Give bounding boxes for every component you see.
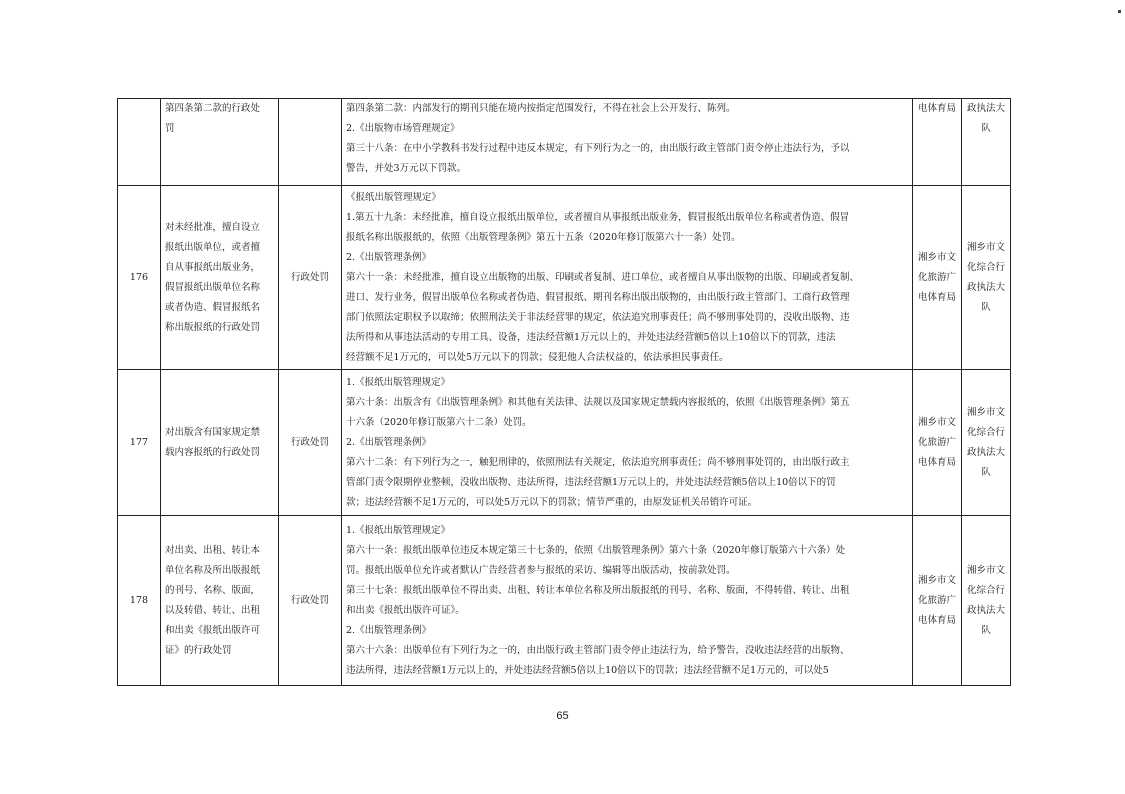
executor-cell (962, 516, 1011, 686)
legal-basis-line: 法所得和从事违法活动的专用工具、设备，违法经营额1万元以上的，并处违法经营额5倍以上10倍以下的罚款，违法 (346, 331, 836, 343)
row-number-text: 178 (129, 594, 149, 606)
executor-line: 化综合行 (966, 584, 1005, 596)
legal-basis-line: 1.《报纸出版管理规定》 (346, 524, 451, 536)
department-line: 电体育局 (917, 456, 956, 468)
department-line: 电体育局 (917, 291, 956, 303)
legal-basis-line: 进口、发行业务，假冒出版单位名称或者伪造、假冒报纸、期刊名称出版出版物的，由出版行政主管部门、工商行政管理 (346, 291, 850, 303)
penalty-type-cell (279, 516, 342, 686)
legal-basis-line: 十六条（2020年修订版第六十二条）处罚。 (346, 416, 532, 428)
item-name-line: 称出版报纸的行政处罚 (165, 321, 261, 333)
executor-line: 政执法大 (966, 446, 1005, 458)
row-number-text: 177 (129, 436, 149, 448)
item-name-line: 报纸出版单位，或者擅 (165, 241, 261, 253)
legal-basis-line: 第六十一条：报纸出版单位违反本规定第三十七条的，依照《出版管理条例》第六十条（2020年修订版第六十六条）处 (346, 544, 846, 556)
executor-line: 政执法大 (966, 103, 1005, 114)
legal-basis-cell (342, 186, 913, 370)
legal-basis-line: 经营额不足1万元的，可以处5万元以下的罚款；侵犯他人合法权益的，依法承担民事责任。 (346, 351, 729, 363)
executor-cell (962, 99, 1011, 186)
executor-line: 化综合行 (966, 261, 1005, 273)
scan-artifact (1118, 10, 1121, 13)
item-name-line: 对出卖、出租、转让本 (165, 544, 261, 556)
legal-basis-line: 部门依照法定职权予以取缔；依照刑法关于非法经营罪的规定，依法追究刑事责任；尚不够刑事处罚的，没收出版物、违 (346, 311, 850, 323)
legal-basis-line: 第四条第二款：内部发行的期刊只能在境内按指定范围发行，不得在社会上公开发行、陈列。 (346, 103, 736, 114)
legal-basis-line: 2.《出版管理条例》 (346, 624, 432, 636)
item-name-line: 第四条第二款的行政处 (165, 103, 261, 114)
executor-line: 队 (981, 624, 991, 636)
row-number (118, 370, 161, 516)
item-name-line: 对未经批准，擅自设立 (165, 221, 261, 233)
executor-cell (962, 370, 1011, 516)
legal-basis-line: 《报纸出版管理规定》 (346, 191, 442, 203)
item-name-line: 单位名称及所出版报纸 (165, 564, 261, 576)
legal-basis-line: 第三十七条：报纸出版单位不得出卖、出租、转让本单位名称及所出版报纸的刊号、名称、版面，不得转借、转让、出租 (346, 584, 850, 596)
department-line: 电体育局 (917, 103, 956, 114)
legal-basis-line: 第六十二条：有下列行为之一，触犯刑律的，依照刑法有关规定，依法追究刑事责任；尚不够刑事处罚的，由出版行政主 (346, 456, 850, 468)
executor-line: 政执法大 (966, 604, 1005, 616)
legal-basis-line: 2.《出版物市场管理规定》 (346, 123, 460, 134)
department-line: 湘乡市文 (917, 251, 956, 263)
item-name-line: 对出版含有国家规定禁 (165, 426, 261, 438)
penalty-type-text: 行政处罚 (290, 271, 329, 283)
department-line: 电体育局 (917, 614, 956, 626)
legal-basis-cell (342, 516, 913, 686)
penalty-type-text: 行政处罚 (290, 436, 329, 448)
legal-basis-line: 2.《出版管理条例》 (346, 251, 432, 263)
penalty-type-cell (279, 186, 342, 370)
executor-line: 湘乡市文 (966, 564, 1005, 576)
executor-line: 湘乡市文 (966, 406, 1005, 418)
legal-basis-line: 1.第五十九条：未经批准，擅自设立报纸出版单位，或者擅自从事报纸出版业务，假冒报纸出版单位名称或者伪造、假冒 (346, 211, 850, 223)
executor-line: 队 (981, 123, 991, 134)
penalty-type-cell (279, 99, 342, 186)
executor-line: 化综合行 (966, 426, 1005, 438)
executor-line: 队 (981, 301, 991, 313)
legal-basis-line: 罚。报纸出版单位允许或者默认广告经营者参与报纸的采访、编辑等出版活动，按前款处罚。 (346, 564, 736, 576)
legal-basis-line: 第六十六条：出版单位有下列行为之一的，由出版行政主管部门责令停止违法行为，给予警告，没收违法经营的出版物、 (346, 644, 850, 656)
row-number-text: 176 (129, 271, 149, 283)
item-name-line: 的刊号、名称、版面， (165, 584, 261, 596)
legal-basis-line: 款；违法经营额不足1万元的，可以处5万元以下的罚款；情节严重的，由原发证机关吊销许可证。 (346, 496, 758, 508)
executor-line: 队 (981, 466, 991, 478)
department-line: 化旅游广 (917, 436, 956, 448)
executor-line: 湘乡市文 (966, 241, 1005, 253)
legal-basis-cell (342, 370, 913, 516)
item-name-line: 载内容报纸的行政处罚 (165, 446, 261, 458)
department-cell (913, 99, 962, 186)
table-row (118, 99, 1011, 186)
department-line: 化旅游广 (917, 271, 956, 283)
item-name-line: 以及转借、转让、出租 (165, 604, 261, 616)
department-line: 湘乡市文 (917, 416, 956, 428)
legal-basis-line: 第三十八条：在中小学教科书发行过程中违反本规定，有下列行为之一的，由出版行政主管部门责令停止违法行为，予以 (346, 143, 850, 154)
row-number (118, 186, 161, 370)
legal-basis-line: 违法所得，违法经营额1万元以上的，并处违法经营额5倍以上10倍以下的罚款；违法经营额不足1万元的，可以处5 (346, 664, 829, 676)
item-name-line: 自从事报纸出版业务， (165, 261, 261, 273)
legal-basis-line: 警告，并处3万元以下罚款。 (346, 163, 467, 174)
item-name-line: 证》的行政处罚 (165, 644, 232, 656)
item-name-line: 和出卖《报纸出版许可 (165, 624, 261, 636)
legal-basis-line: 报纸名称出版报纸的，依照《出版管理条例》第五十五条（2020年修订版第六十一条）处罚。 (346, 231, 741, 243)
legal-basis-line: 1.《报纸出版管理规定》 (346, 376, 451, 388)
item-name-line: 罚 (165, 123, 175, 134)
row-number (118, 516, 161, 686)
table-row (118, 516, 1011, 686)
legal-basis-line: 第六十一条：未经批准，擅自设立出版物的出版、印刷或者复制、进口单位，或者擅自从事出版物的出版、印刷或者复制、 (346, 271, 860, 283)
item-name-cell (161, 99, 279, 186)
page-number: 65 (556, 710, 569, 722)
legal-basis-line: 管部门责令限期停业整顿，没收出版物、违法所得，违法经营额1万元以上的，并处违法经营额5倍以上10倍以下的罚 (346, 476, 836, 488)
item-name-line: 假冒报纸出版单位名称 (165, 281, 261, 293)
department-line: 化旅游广 (917, 594, 956, 606)
row-number (118, 99, 161, 186)
item-name-cell (161, 516, 279, 686)
legal-basis-line: 2.《出版管理条例》 (346, 436, 432, 448)
legal-basis-cell (342, 99, 913, 186)
item-name-cell (161, 370, 279, 516)
executor-line: 政执法大 (966, 281, 1005, 293)
table-row (118, 370, 1011, 516)
penalty-type-text: 行政处罚 (290, 594, 329, 606)
department-cell (913, 370, 962, 516)
table-row (118, 186, 1011, 370)
legal-basis-line: 第六十条：出版含有《出版管理条例》和其他有关法律、法规以及国家规定禁载内容报纸的，依照《出版管理条例》第五 (346, 396, 850, 408)
department-cell (913, 516, 962, 686)
executor-cell (962, 186, 1011, 370)
item-name-cell (161, 186, 279, 370)
department-cell (913, 186, 962, 370)
department-line: 湘乡市文 (917, 574, 956, 586)
penalty-type-cell (279, 370, 342, 516)
legal-basis-line: 和出卖《报纸出版许可证》。 (346, 604, 465, 616)
penalty-table (117, 98, 1011, 686)
item-name-line: 或者伪造、假冒报纸名 (165, 301, 261, 313)
